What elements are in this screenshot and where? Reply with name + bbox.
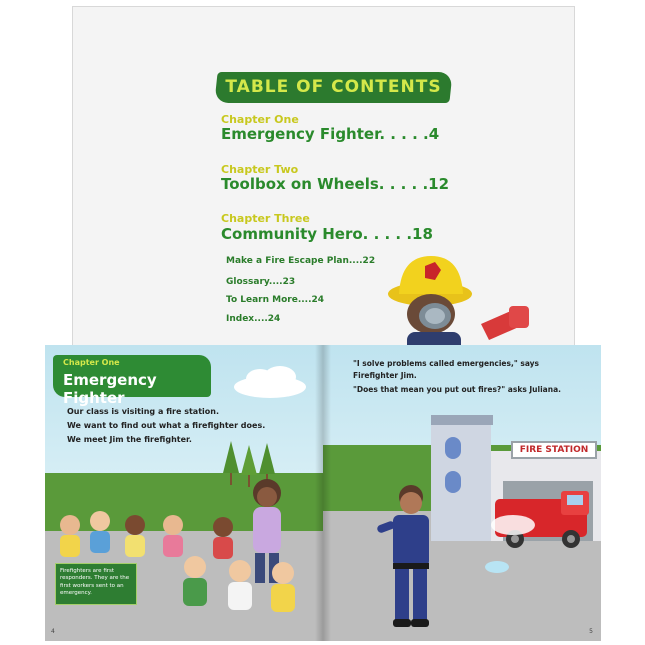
chapter-label: Chapter One xyxy=(63,358,120,367)
chapter-one-label: Chapter One xyxy=(221,113,299,126)
chapter-two-title: Toolbox on Wheels. . . . .12 xyxy=(221,175,450,193)
right-page xyxy=(323,345,601,641)
chapter-three-label: Chapter Three xyxy=(221,212,310,225)
right-page-number: 5 xyxy=(589,628,593,635)
toc-extra-fire-plan: Make a Fire Escape Plan....22 xyxy=(226,256,376,266)
table-of-contents-page xyxy=(72,6,575,356)
toc-extra-learn-more: To Learn More....24 xyxy=(226,295,325,305)
left-page xyxy=(45,345,323,641)
toc-extra-index: Index....24 xyxy=(226,314,281,324)
dialogue-line-2: Firefighter Jim. xyxy=(353,371,417,380)
water-spray-illustration xyxy=(473,501,543,581)
cloud-illustration xyxy=(230,365,310,399)
chapter-two-label: Chapter Two xyxy=(221,163,299,176)
fire-station-sign: FIRE STATION xyxy=(511,441,597,459)
chapter-title: Emergency Fighter xyxy=(63,371,157,407)
story-line-1: Our class is visiting a fire station. xyxy=(67,407,219,416)
toc-heading-banner xyxy=(214,72,452,103)
toc-heading: TABLE OF CONTENTS xyxy=(225,77,442,97)
dialogue-line-1: "I solve problems called emergencies," says xyxy=(353,359,539,368)
book-gutter xyxy=(315,345,331,641)
book-spread xyxy=(45,345,601,641)
story-line-2: We want to find out what a firefighter does. xyxy=(67,421,266,430)
dialogue-line-3: "Does that mean you put out fires?" asks Juliana. xyxy=(353,385,561,394)
chapter-banner xyxy=(53,355,211,407)
firefighter-mascot-illustration xyxy=(385,252,535,357)
class-children-illustration xyxy=(45,475,315,635)
story-line-3: We meet Jim the firefighter. xyxy=(67,435,192,444)
fact-callout-box: Firefighters are first responders. They are the first workers sent to an emergency. xyxy=(55,563,137,605)
left-page-number: 4 xyxy=(51,628,55,635)
firefighter-jim-illustration xyxy=(373,483,453,633)
chapter-three-title: Community Hero. . . . .18 xyxy=(221,225,433,243)
chapter-one-title: Emergency Fighter. . . . .4 xyxy=(221,125,440,143)
toc-extra-glossary: Glossary....23 xyxy=(226,277,296,287)
